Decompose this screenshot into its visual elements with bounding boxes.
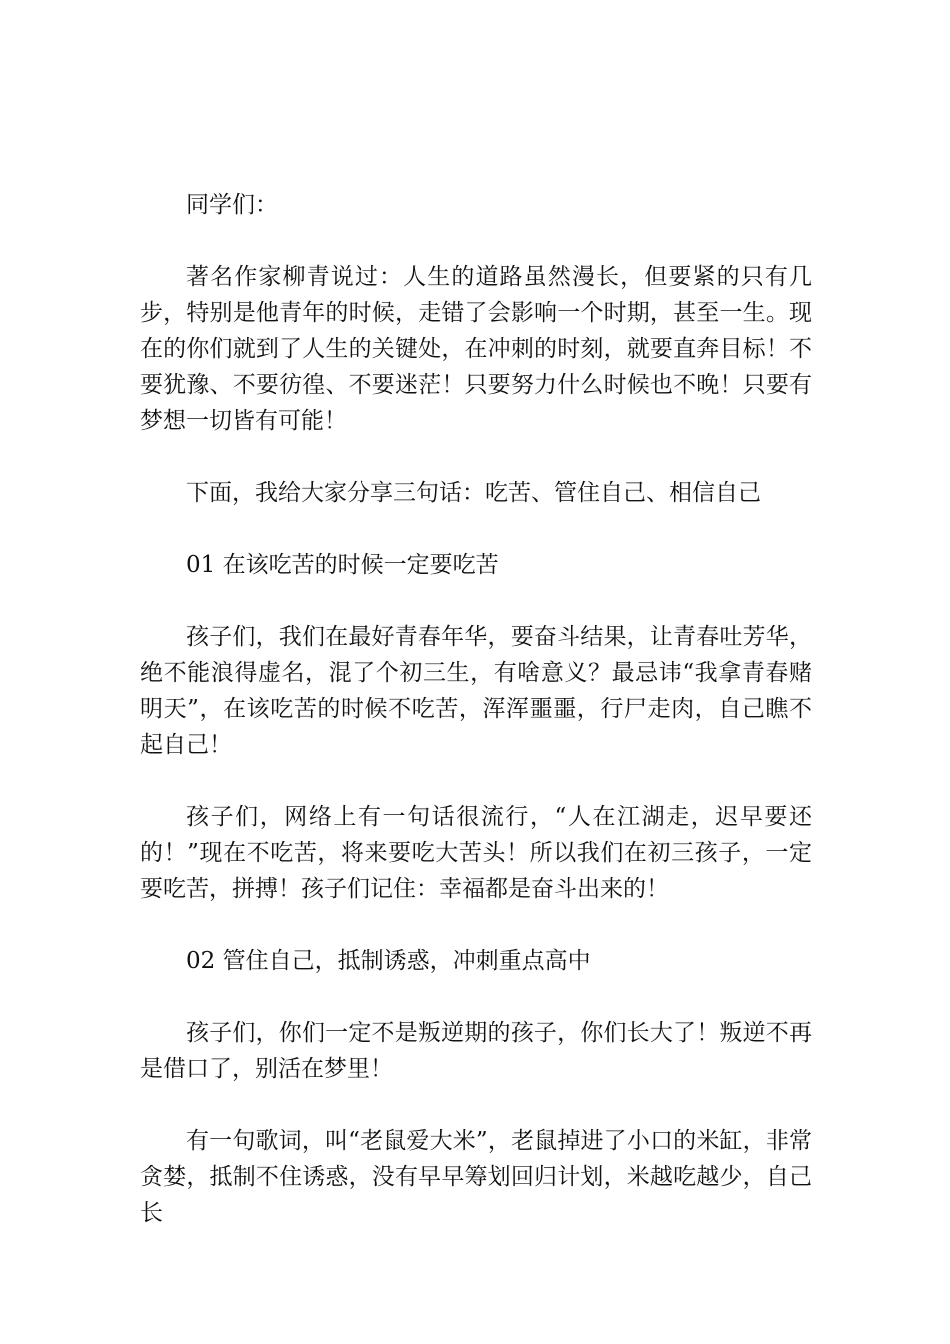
section-heading-01: 01 在该吃苦的时候一定要吃苦: [186, 552, 499, 578]
document-body: [140, 187, 812, 1267]
body-paragraph: 孩子们，网络上有一句话很流行，“人在江湖走，迟早要还的！”现在不吃苦，将来要吃大苦头！所以我们在初三孩子，一定要吃苦，拼搏！孩子们记住：幸福都是奋斗出来的！: [140, 804, 812, 902]
body-paragraph: 孩子们，我们在最好青春年华，要奋斗结果，让青春吐芳华，绝不能浪得虚名，混了个初三生，有啥意义？最忌讳“我拿青春赌明天”，在该吃苦的时候不吃苦，浑浑噩噩，行尸走肉，自己瞧不起自己！: [140, 624, 812, 758]
summary-paragraph: 下面，我给大家分享三句话：吃苦、管住自己、相信自己: [186, 480, 761, 506]
body-paragraph: 孩子们，你们一定不是叛逆期的孩子，你们长大了！叛逆不再是借口了，别活在梦里！: [140, 1020, 812, 1082]
body-paragraph: 有一句歌词，叫“老鼠爱大米”，老鼠掉进了小口的米缸，非常贪婪，抵制不住诱惑，没有早早筹划回归计划，米越吃越少，自己长: [140, 1128, 812, 1226]
intro-paragraph: 著名作家柳青说过：人生的道路虽然漫长，但要紧的只有几步，特别是他青年的时候，走错了会影响一个时期，甚至一生。现在的你们就到了人生的关键处，在冲刺的时刻，就要直奔目标！不要犹豫、不要彷徨、不要迷茫！只要努力什么时候也不晚！只要有梦想一切皆有可能！: [140, 264, 812, 434]
section-heading-02: 02 管住自己，抵制诱惑，冲刺重点高中: [186, 948, 591, 974]
greeting-paragraph: 同学们：: [186, 192, 278, 218]
